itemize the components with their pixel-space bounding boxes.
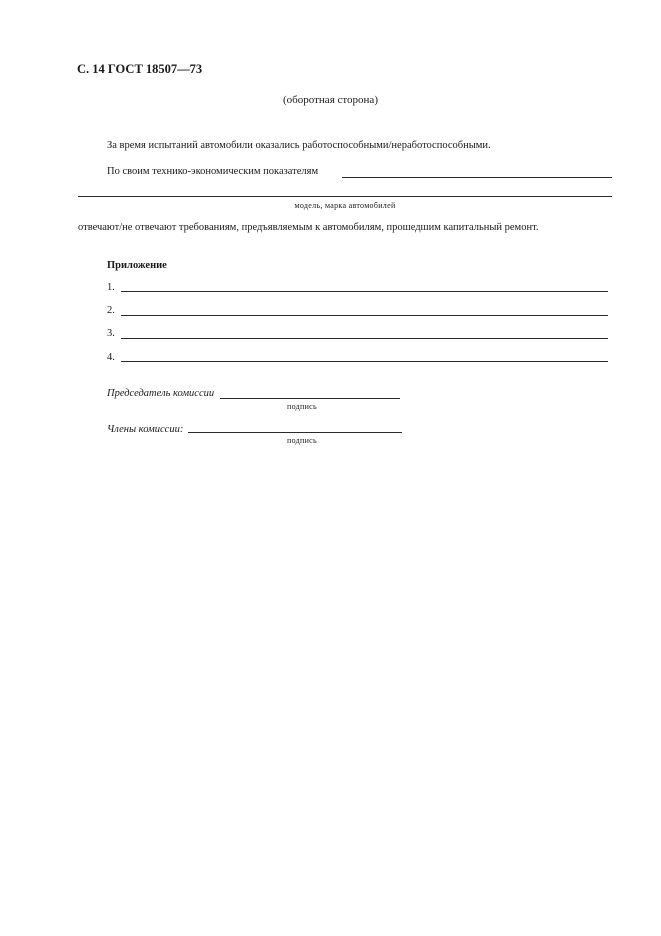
statement-operability: За время испытаний автомобили оказались работоспособными/неработоспособными.: [107, 140, 491, 151]
chairman-signature-caption: подпись: [287, 402, 317, 411]
chairman-signature-line[interactable]: [220, 398, 400, 399]
subtitle: (оборотная сторона): [283, 94, 378, 106]
model-caption: модель, марка автомобилей: [294, 201, 396, 210]
appendix-item-number: 2.: [107, 305, 115, 316]
statement-compliance: отвечают/не отвечают требованиям, предъявляемым к автомобилям, прошедшим капитальный ремонт.: [78, 222, 539, 233]
appendix-item-number: 1.: [107, 282, 115, 293]
members-label: Члены комиссии:: [107, 424, 184, 435]
appendix-item-number: 4.: [107, 352, 115, 363]
appendix-item-line[interactable]: [121, 315, 608, 316]
appendix-title: Приложение: [107, 260, 167, 271]
appendix-item-number: 3.: [107, 328, 115, 339]
appendix-item-line[interactable]: [121, 338, 608, 339]
statement-indicators: По своим технико-экономическим показателям: [107, 166, 319, 177]
appendix-item-line[interactable]: [121, 361, 608, 362]
model-blank-line[interactable]: [78, 196, 612, 197]
chairman-label: Председатель комиссии: [107, 388, 215, 399]
indicators-blank-line[interactable]: [342, 177, 612, 178]
page-header: С. 14 ГОСТ 18507—73: [77, 62, 203, 76]
members-signature-line[interactable]: [188, 432, 402, 433]
members-signature-caption: подпись: [287, 436, 317, 445]
appendix-item-line[interactable]: [121, 291, 608, 292]
